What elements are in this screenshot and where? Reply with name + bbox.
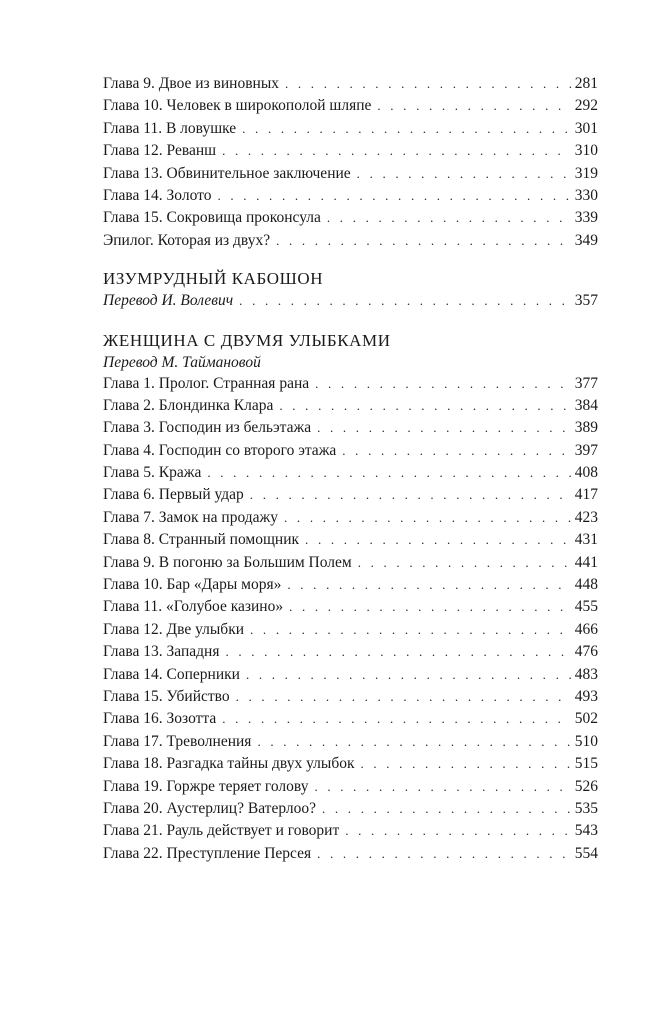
dot-leader xyxy=(317,843,571,865)
entry-title: Глава 10. Человек в широкополой шляпе xyxy=(103,97,372,115)
entry-page-number: 502 xyxy=(574,710,598,728)
toc-entry xyxy=(103,619,598,641)
toc-entry xyxy=(103,776,598,798)
toc-entry xyxy=(103,664,598,686)
toc-entry xyxy=(103,185,598,207)
dot-leader xyxy=(360,753,570,775)
entry-title: Эпилог. Которая из двух? xyxy=(103,231,271,249)
entry-page-number: 301 xyxy=(574,119,598,137)
entry-title: Глава 14. Золото xyxy=(103,186,212,204)
entry-page-number: 483 xyxy=(574,665,598,683)
dot-leader xyxy=(377,95,570,117)
dot-leader xyxy=(250,484,571,506)
dot-leader xyxy=(317,417,571,439)
toc-entry xyxy=(103,230,598,252)
entry-page-number: 448 xyxy=(574,576,598,594)
toc-entry xyxy=(103,290,598,312)
toc-entry xyxy=(103,417,598,439)
entry-title: Глава 17. Треволнения xyxy=(103,732,252,750)
entry-page-number: 357 xyxy=(574,292,598,310)
entry-title: Глава 15. Убийство xyxy=(103,687,230,705)
entry-title: Глава 9. Двое из виновных xyxy=(103,75,279,92)
entry-page-number: 526 xyxy=(574,777,598,795)
toc-entry xyxy=(103,820,598,842)
toc-entry xyxy=(103,507,598,529)
entry-title: Глава 14. Соперники xyxy=(103,665,240,683)
entry-title: Глава 19. Горжре теряет голову xyxy=(103,777,309,795)
entry-page-number: 493 xyxy=(574,687,598,705)
toc-entry xyxy=(103,708,598,730)
dot-leader xyxy=(207,462,570,484)
dot-leader xyxy=(342,440,570,462)
entry-page-number: 397 xyxy=(574,441,598,459)
dot-leader xyxy=(305,529,571,551)
entry-page-number: 417 xyxy=(574,486,598,504)
dot-leader xyxy=(345,820,571,842)
entry-page-number: 554 xyxy=(574,844,598,862)
entry-title: Глава 18. Разгадка тайны двух улыбок xyxy=(103,755,355,773)
dot-leader xyxy=(284,507,571,529)
entry-page-number: 339 xyxy=(574,209,598,227)
entry-title: Глава 13. Западня xyxy=(103,643,220,661)
translator-credit: Перевод М. Таймановой xyxy=(103,353,261,371)
toc-entry xyxy=(103,373,598,395)
toc-entry xyxy=(103,843,598,865)
dot-leader xyxy=(225,641,570,663)
dot-leader xyxy=(322,798,571,820)
toc-entry xyxy=(103,552,598,574)
entry-title: Глава 9. В погоню за Большим Полем xyxy=(103,553,352,571)
entry-title: Глава 2. Блондинка Клара xyxy=(103,396,274,414)
toc-entry xyxy=(103,731,598,753)
entry-page-number: 377 xyxy=(574,374,598,392)
section-heading: ЖЕНЩИНА С ДВУМЯ УЛЫБКАМИ xyxy=(103,330,391,350)
entry-title: Глава 6. Первый удар xyxy=(103,486,244,504)
entry-title: Глава 11. В ловушке xyxy=(103,119,237,137)
dot-leader xyxy=(279,395,570,417)
entry-page-number: 543 xyxy=(574,822,598,840)
entry-page-number: 292 xyxy=(574,97,598,115)
dot-leader xyxy=(222,708,571,730)
dot-leader xyxy=(242,118,571,140)
entry-page-number: 349 xyxy=(574,231,598,249)
entry-title: Глава 20. Аустерлиц? Ватерлоо? xyxy=(103,799,316,817)
entry-page-number: 431 xyxy=(574,531,598,549)
entry-page-number: 476 xyxy=(574,643,598,661)
table-of-contents xyxy=(103,73,598,865)
entry-title: Глава 3. Господин из бельэтажа xyxy=(103,419,312,437)
toc-entry xyxy=(103,798,598,820)
dot-leader xyxy=(217,185,570,207)
toc-entry xyxy=(103,529,598,551)
entry-title: Глава 1. Пролог. Странная рана xyxy=(103,374,310,392)
dot-leader xyxy=(358,552,571,574)
dot-leader xyxy=(287,574,570,596)
toc-entry xyxy=(103,395,598,417)
entry-title: Глава 5. Кража xyxy=(103,464,202,482)
toc-entry xyxy=(103,596,598,618)
entry-title: Глава 12. Реванш xyxy=(103,142,217,160)
entry-page-number: 384 xyxy=(574,396,598,414)
entry-page-number: 389 xyxy=(574,419,598,437)
toc-entry xyxy=(103,73,598,95)
entry-page-number: 423 xyxy=(574,508,598,526)
toc-entry xyxy=(103,440,598,462)
entry-page-number: 330 xyxy=(574,186,598,204)
entry-page-number: 510 xyxy=(574,732,598,750)
translator-credit: Перевод И. Волевич xyxy=(103,292,234,310)
dot-leader xyxy=(285,73,571,95)
toc-entry xyxy=(103,95,598,117)
entry-title: Глава 16. Зозотта xyxy=(103,710,217,728)
dot-leader xyxy=(327,207,571,229)
toc-entry xyxy=(103,118,598,140)
dot-leader xyxy=(236,686,571,708)
dot-leader xyxy=(246,664,571,686)
toc-entry xyxy=(103,207,598,229)
entry-page-number: 535 xyxy=(574,799,598,817)
toc-entry xyxy=(103,140,598,162)
entry-page-number: 455 xyxy=(574,598,598,616)
dot-leader xyxy=(239,290,571,312)
dot-leader xyxy=(357,163,571,185)
part1-entries xyxy=(103,73,598,252)
toc-entry xyxy=(103,163,598,185)
entry-title: Глава 22. Преступление Персея xyxy=(103,844,312,862)
toc-entry xyxy=(103,686,598,708)
entry-page-number: 310 xyxy=(574,142,598,160)
entry-page-number: 515 xyxy=(574,755,598,773)
toc-entry xyxy=(103,574,598,596)
entry-title: Глава 11. «Голубое казино» xyxy=(103,598,284,616)
entry-page-number: 281 xyxy=(574,75,598,92)
entry-title: Глава 8. Странный помощник xyxy=(103,531,300,549)
entry-page-number: 319 xyxy=(574,164,598,182)
toc-entry xyxy=(103,753,598,775)
dot-leader xyxy=(315,373,571,395)
entry-title: Глава 13. Обвинительное заключение xyxy=(103,164,351,182)
dot-leader xyxy=(314,776,570,798)
entry-page-number: 466 xyxy=(574,620,598,638)
entry-title: Глава 10. Бар «Дары моря» xyxy=(103,576,282,594)
section3-entries xyxy=(103,373,598,866)
dot-leader xyxy=(250,619,571,641)
entry-title: Глава 12. Две улыбки xyxy=(103,620,245,638)
entry-title: Глава 4. Господин со второго этажа xyxy=(103,441,337,459)
dot-leader xyxy=(257,731,570,753)
entry-title: Глава 15. Сокровища проконсула xyxy=(103,209,321,227)
dot-leader xyxy=(289,596,571,618)
entry-title: Глава 21. Рауль действует и говорит xyxy=(103,822,340,840)
dot-leader xyxy=(276,230,571,252)
entry-title: Глава 7. Замок на продажу xyxy=(103,508,279,526)
toc-entry xyxy=(103,462,598,484)
toc-entry xyxy=(103,641,598,663)
toc-entry xyxy=(103,484,598,506)
dot-leader xyxy=(222,140,571,162)
entry-page-number: 408 xyxy=(574,464,598,482)
entry-page-number: 441 xyxy=(574,553,598,571)
section-heading: ИЗУМРУДНЫЙ КАБОШОН xyxy=(103,269,324,289)
